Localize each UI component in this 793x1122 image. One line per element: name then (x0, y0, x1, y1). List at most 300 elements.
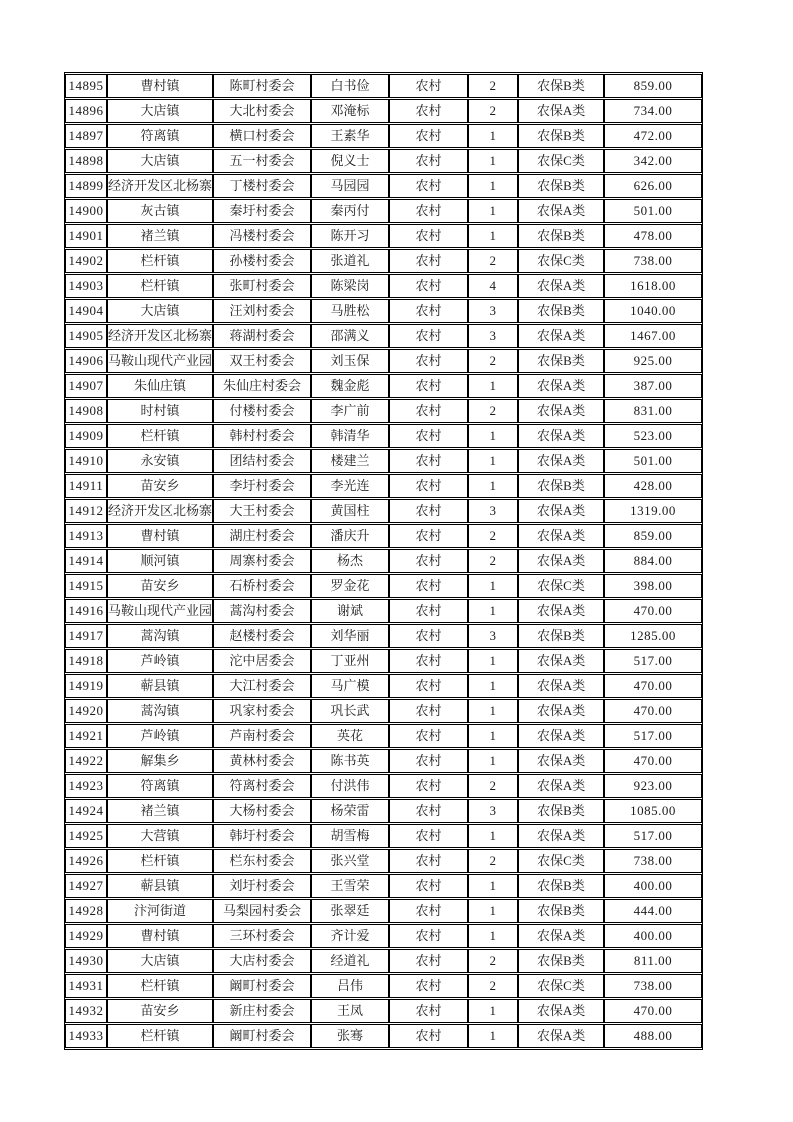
cell-person-name: 杨荣雷 (311, 799, 389, 823)
cell-person-count: 1 (468, 674, 518, 698)
table-row (65, 74, 702, 98)
table-row (65, 749, 702, 773)
cell-person-count: 1 (468, 924, 518, 948)
cell-amount: 1467.00 (604, 324, 702, 348)
cell-village-committee: 大店村委会 (213, 949, 311, 973)
cell-insurance-category: 农保C类 (518, 849, 604, 873)
cell-insurance-category: 农保B类 (518, 74, 604, 98)
cell-insurance-category: 农保A类 (518, 824, 604, 848)
cell-amount: 523.00 (604, 424, 702, 448)
cell-record-id: 14899 (65, 174, 107, 198)
cell-record-id: 14898 (65, 149, 107, 173)
cell-town: 曹村镇 (107, 524, 213, 548)
cell-household-type: 农村 (389, 499, 468, 523)
table-row (65, 899, 702, 923)
cell-household-type: 农村 (389, 799, 468, 823)
table-row (65, 1024, 702, 1048)
table-row (65, 624, 702, 648)
cell-person-name: 胡雪梅 (311, 824, 389, 848)
cell-village-committee: 栏东村委会 (213, 849, 311, 873)
cell-record-id: 14912 (65, 499, 107, 523)
cell-village-committee: 孙楼村委会 (213, 249, 311, 273)
cell-amount: 387.00 (604, 374, 702, 398)
cell-insurance-category: 农保A类 (518, 424, 604, 448)
cell-person-name: 潘庆升 (311, 524, 389, 548)
cell-person-count: 1 (468, 999, 518, 1023)
cell-town: 顺河镇 (107, 549, 213, 573)
cell-amount: 428.00 (604, 474, 702, 498)
cell-village-committee: 大北村委会 (213, 99, 311, 123)
cell-person-count: 2 (468, 849, 518, 873)
cell-household-type: 农村 (389, 949, 468, 973)
cell-insurance-category: 农保B类 (518, 474, 604, 498)
cell-insurance-category: 农保A类 (518, 274, 604, 298)
cell-household-type: 农村 (389, 974, 468, 998)
cell-household-type: 农村 (389, 249, 468, 273)
cell-record-id: 14905 (65, 324, 107, 348)
cell-village-committee: 张町村委会 (213, 274, 311, 298)
cell-person-count: 1 (468, 824, 518, 848)
cell-record-id: 14920 (65, 699, 107, 723)
cell-amount: 398.00 (604, 574, 702, 598)
cell-town: 灰古镇 (107, 199, 213, 223)
cell-town: 芦岭镇 (107, 649, 213, 673)
cell-person-count: 4 (468, 274, 518, 298)
cell-person-name: 吕伟 (311, 974, 389, 998)
cell-amount: 925.00 (604, 349, 702, 373)
cell-village-committee: 大杨村委会 (213, 799, 311, 823)
cell-household-type: 农村 (389, 1024, 468, 1048)
cell-insurance-category: 农保A类 (518, 724, 604, 748)
table-row (65, 974, 702, 998)
cell-household-type: 农村 (389, 424, 468, 448)
cell-village-committee: 蒋湖村委会 (213, 324, 311, 348)
cell-person-count: 1 (468, 649, 518, 673)
cell-record-id: 14895 (65, 74, 107, 98)
cell-town: 永安镇 (107, 449, 213, 473)
cell-village-committee: 付楼村委会 (213, 399, 311, 423)
cell-person-count: 2 (468, 549, 518, 573)
cell-person-count: 2 (468, 974, 518, 998)
cell-person-count: 2 (468, 774, 518, 798)
cell-person-count: 1 (468, 449, 518, 473)
cell-household-type: 农村 (389, 899, 468, 923)
cell-town: 苗安乡 (107, 999, 213, 1023)
cell-insurance-category: 农保A类 (518, 324, 604, 348)
cell-town: 蒿沟镇 (107, 699, 213, 723)
cell-person-name: 丁亚州 (311, 649, 389, 673)
table-row (65, 349, 702, 373)
cell-town: 大店镇 (107, 949, 213, 973)
cell-insurance-category: 农保B类 (518, 624, 604, 648)
cell-village-committee: 陈町村委会 (213, 74, 311, 98)
cell-household-type: 农村 (389, 99, 468, 123)
cell-insurance-category: 农保B类 (518, 949, 604, 973)
cell-record-id: 14925 (65, 824, 107, 848)
cell-person-name: 秦丙付 (311, 199, 389, 223)
cell-record-id: 14897 (65, 124, 107, 148)
cell-amount: 472.00 (604, 124, 702, 148)
cell-amount: 517.00 (604, 724, 702, 748)
cell-person-count: 3 (468, 799, 518, 823)
cell-record-id: 14923 (65, 774, 107, 798)
cell-person-name: 邓淹标 (311, 99, 389, 123)
table-row (65, 149, 702, 173)
cell-town: 经济开发区北杨寨 (107, 499, 213, 523)
cell-town: 蕲县镇 (107, 874, 213, 898)
cell-record-id: 14916 (65, 599, 107, 623)
table-row (65, 699, 702, 723)
cell-person-name: 邵满义 (311, 324, 389, 348)
cell-household-type: 农村 (389, 699, 468, 723)
cell-person-count: 1 (468, 149, 518, 173)
cell-insurance-category: 农保C类 (518, 249, 604, 273)
cell-insurance-category: 农保A类 (518, 649, 604, 673)
cell-village-committee: 大江村委会 (213, 674, 311, 698)
cell-town: 马鞍山现代产业园 (107, 349, 213, 373)
table-row (65, 849, 702, 873)
cell-household-type: 农村 (389, 674, 468, 698)
cell-household-type: 农村 (389, 774, 468, 798)
cell-amount: 831.00 (604, 399, 702, 423)
cell-village-committee: 阚町村委会 (213, 974, 311, 998)
cell-record-id: 14918 (65, 649, 107, 673)
cell-amount: 1319.00 (604, 499, 702, 523)
cell-household-type: 农村 (389, 274, 468, 298)
cell-insurance-category: 农保A类 (518, 549, 604, 573)
cell-person-name: 张兴堂 (311, 849, 389, 873)
cell-town: 经济开发区北杨寨 (107, 174, 213, 198)
cell-record-id: 14919 (65, 674, 107, 698)
cell-person-count: 1 (468, 724, 518, 748)
table-row (65, 574, 702, 598)
cell-village-committee: 刘圩村委会 (213, 874, 311, 898)
cell-amount: 488.00 (604, 1024, 702, 1048)
cell-amount: 1085.00 (604, 799, 702, 823)
cell-village-committee: 团结村委会 (213, 449, 311, 473)
cell-person-name: 付洪伟 (311, 774, 389, 798)
cell-village-committee: 阚町村委会 (213, 1024, 311, 1048)
cell-person-count: 3 (468, 299, 518, 323)
cell-household-type: 农村 (389, 599, 468, 623)
cell-record-id: 14933 (65, 1024, 107, 1048)
cell-insurance-category: 农保A类 (518, 674, 604, 698)
cell-village-committee: 大王村委会 (213, 499, 311, 523)
cell-household-type: 农村 (389, 849, 468, 873)
table-row (65, 874, 702, 898)
cell-household-type: 农村 (389, 324, 468, 348)
cell-household-type: 农村 (389, 624, 468, 648)
cell-person-count: 2 (468, 524, 518, 548)
cell-person-count: 2 (468, 399, 518, 423)
cell-record-id: 14911 (65, 474, 107, 498)
cell-amount: 1285.00 (604, 624, 702, 648)
cell-amount: 859.00 (604, 524, 702, 548)
cell-village-committee: 新庄村委会 (213, 999, 311, 1023)
cell-town: 大店镇 (107, 99, 213, 123)
cell-town: 褚兰镇 (107, 224, 213, 248)
cell-person-count: 3 (468, 324, 518, 348)
cell-record-id: 14908 (65, 399, 107, 423)
table-row (65, 824, 702, 848)
cell-person-count: 1 (468, 424, 518, 448)
cell-insurance-category: 农保B类 (518, 224, 604, 248)
cell-town: 朱仙庄镇 (107, 374, 213, 398)
cell-person-count: 3 (468, 499, 518, 523)
cell-person-count: 1 (468, 599, 518, 623)
table-row (65, 674, 702, 698)
cell-amount: 478.00 (604, 224, 702, 248)
cell-amount: 501.00 (604, 199, 702, 223)
cell-amount: 444.00 (604, 899, 702, 923)
insurance-table (65, 73, 702, 1049)
cell-person-name: 白书俭 (311, 74, 389, 98)
cell-person-name: 马胜松 (311, 299, 389, 323)
cell-person-count: 1 (468, 1024, 518, 1048)
cell-village-committee: 赵楼村委会 (213, 624, 311, 648)
cell-amount: 1618.00 (604, 274, 702, 298)
cell-record-id: 14909 (65, 424, 107, 448)
cell-insurance-category: 农保A类 (518, 924, 604, 948)
cell-person-count: 2 (468, 74, 518, 98)
cell-amount: 517.00 (604, 649, 702, 673)
cell-record-id: 14927 (65, 874, 107, 898)
cell-household-type: 农村 (389, 649, 468, 673)
cell-village-committee: 蒿沟村委会 (213, 599, 311, 623)
table-row (65, 949, 702, 973)
table-row (65, 99, 702, 123)
table-row (65, 474, 702, 498)
cell-person-name: 陈梁岗 (311, 274, 389, 298)
table-row (65, 299, 702, 323)
cell-insurance-category: 农保A类 (518, 399, 604, 423)
cell-village-committee: 韩村村委会 (213, 424, 311, 448)
cell-household-type: 农村 (389, 749, 468, 773)
cell-amount: 626.00 (604, 174, 702, 198)
table-row (65, 274, 702, 298)
table-row (65, 174, 702, 198)
cell-insurance-category: 农保A类 (518, 449, 604, 473)
table-row (65, 724, 702, 748)
cell-person-name: 魏金彪 (311, 374, 389, 398)
cell-household-type: 农村 (389, 724, 468, 748)
cell-record-id: 14906 (65, 349, 107, 373)
table-row (65, 524, 702, 548)
cell-person-name: 齐计爱 (311, 924, 389, 948)
cell-insurance-category: 农保A类 (518, 599, 604, 623)
cell-record-id: 14930 (65, 949, 107, 973)
cell-town: 解集乡 (107, 749, 213, 773)
cell-village-committee: 石桥村委会 (213, 574, 311, 598)
cell-amount: 859.00 (604, 74, 702, 98)
cell-person-name: 英花 (311, 724, 389, 748)
cell-insurance-category: 农保C类 (518, 149, 604, 173)
cell-person-name: 王凤 (311, 999, 389, 1023)
cell-person-name: 楼建兰 (311, 449, 389, 473)
table-row (65, 549, 702, 573)
table-row (65, 799, 702, 823)
cell-village-committee: 五一村委会 (213, 149, 311, 173)
cell-person-count: 2 (468, 949, 518, 973)
cell-village-committee: 马梨园村委会 (213, 899, 311, 923)
table-row (65, 324, 702, 348)
cell-town: 栏杆镇 (107, 274, 213, 298)
cell-amount: 470.00 (604, 699, 702, 723)
cell-town: 曹村镇 (107, 924, 213, 948)
cell-village-committee: 横口村委会 (213, 124, 311, 148)
cell-town: 符离镇 (107, 124, 213, 148)
cell-village-committee: 沱中居委会 (213, 649, 311, 673)
cell-person-name: 陈书英 (311, 749, 389, 773)
cell-household-type: 农村 (389, 149, 468, 173)
cell-record-id: 14921 (65, 724, 107, 748)
cell-amount: 400.00 (604, 924, 702, 948)
cell-record-id: 14929 (65, 924, 107, 948)
cell-town: 栏杆镇 (107, 849, 213, 873)
cell-town: 栏杆镇 (107, 1024, 213, 1048)
cell-person-name: 陈开习 (311, 224, 389, 248)
cell-person-count: 2 (468, 99, 518, 123)
cell-town: 马鞍山现代产业园 (107, 599, 213, 623)
cell-amount: 470.00 (604, 999, 702, 1023)
cell-person-count: 1 (468, 374, 518, 398)
cell-village-committee: 黄林村委会 (213, 749, 311, 773)
table-row (65, 374, 702, 398)
cell-village-committee: 秦圩村委会 (213, 199, 311, 223)
cell-amount: 884.00 (604, 549, 702, 573)
cell-person-count: 1 (468, 574, 518, 598)
cell-village-committee: 双王村委会 (213, 349, 311, 373)
table-outer-border (64, 72, 703, 1050)
cell-village-committee: 三环村委会 (213, 924, 311, 948)
cell-person-count: 2 (468, 349, 518, 373)
cell-town: 大店镇 (107, 149, 213, 173)
table-row (65, 649, 702, 673)
cell-insurance-category: 农保A类 (518, 374, 604, 398)
cell-household-type: 农村 (389, 399, 468, 423)
cell-village-committee: 汪刘村委会 (213, 299, 311, 323)
table-row (65, 224, 702, 248)
cell-household-type: 农村 (389, 349, 468, 373)
cell-town: 栏杆镇 (107, 249, 213, 273)
cell-insurance-category: 农保A类 (518, 999, 604, 1023)
cell-village-committee: 周寨村委会 (213, 549, 311, 573)
cell-person-count: 1 (468, 124, 518, 148)
cell-record-id: 14902 (65, 249, 107, 273)
cell-town: 褚兰镇 (107, 799, 213, 823)
cell-record-id: 14932 (65, 999, 107, 1023)
cell-amount: 923.00 (604, 774, 702, 798)
cell-insurance-category: 农保B类 (518, 799, 604, 823)
cell-person-name: 巩长武 (311, 699, 389, 723)
cell-insurance-category: 农保A类 (518, 699, 604, 723)
cell-amount: 470.00 (604, 599, 702, 623)
cell-town: 栏杆镇 (107, 424, 213, 448)
cell-person-count: 1 (468, 474, 518, 498)
table-row (65, 774, 702, 798)
cell-household-type: 农村 (389, 224, 468, 248)
cell-household-type: 农村 (389, 474, 468, 498)
cell-village-committee: 巩家村委会 (213, 699, 311, 723)
cell-person-count: 1 (468, 874, 518, 898)
cell-record-id: 14901 (65, 224, 107, 248)
cell-town: 时村镇 (107, 399, 213, 423)
cell-person-name: 马广模 (311, 674, 389, 698)
cell-village-committee: 李圩村委会 (213, 474, 311, 498)
table-row (65, 599, 702, 623)
cell-record-id: 14915 (65, 574, 107, 598)
cell-record-id: 14926 (65, 849, 107, 873)
cell-person-count: 1 (468, 749, 518, 773)
cell-household-type: 农村 (389, 874, 468, 898)
cell-household-type: 农村 (389, 824, 468, 848)
cell-amount: 517.00 (604, 824, 702, 848)
cell-person-name: 黄国柱 (311, 499, 389, 523)
cell-person-name: 王素华 (311, 124, 389, 148)
cell-person-name: 韩清华 (311, 424, 389, 448)
cell-amount: 470.00 (604, 674, 702, 698)
cell-record-id: 14904 (65, 299, 107, 323)
cell-village-committee: 芦南村委会 (213, 724, 311, 748)
cell-person-name: 刘玉保 (311, 349, 389, 373)
cell-household-type: 农村 (389, 574, 468, 598)
cell-person-name: 倪义士 (311, 149, 389, 173)
cell-village-committee: 冯楼村委会 (213, 224, 311, 248)
cell-town: 蕲县镇 (107, 674, 213, 698)
cell-person-name: 王雪荣 (311, 874, 389, 898)
cell-household-type: 农村 (389, 999, 468, 1023)
cell-town: 经济开发区北杨寨 (107, 324, 213, 348)
cell-person-count: 3 (468, 624, 518, 648)
cell-insurance-category: 农保A类 (518, 524, 604, 548)
cell-person-name: 李广前 (311, 399, 389, 423)
cell-amount: 734.00 (604, 99, 702, 123)
cell-amount: 811.00 (604, 949, 702, 973)
cell-amount: 470.00 (604, 749, 702, 773)
cell-person-name: 张翠廷 (311, 899, 389, 923)
cell-village-committee: 韩圩村委会 (213, 824, 311, 848)
cell-household-type: 农村 (389, 74, 468, 98)
cell-town: 曹村镇 (107, 74, 213, 98)
cell-town: 芦岭镇 (107, 724, 213, 748)
table-row (65, 449, 702, 473)
cell-record-id: 14928 (65, 899, 107, 923)
cell-household-type: 农村 (389, 374, 468, 398)
cell-household-type: 农村 (389, 449, 468, 473)
cell-village-committee: 符离村委会 (213, 774, 311, 798)
cell-person-name: 谢斌 (311, 599, 389, 623)
cell-person-name: 罗金花 (311, 574, 389, 598)
table-row (65, 924, 702, 948)
cell-person-count: 1 (468, 224, 518, 248)
cell-insurance-category: 农保A类 (518, 749, 604, 773)
cell-record-id: 14922 (65, 749, 107, 773)
cell-household-type: 农村 (389, 299, 468, 323)
cell-record-id: 14917 (65, 624, 107, 648)
cell-person-count: 1 (468, 199, 518, 223)
table-row (65, 499, 702, 523)
cell-record-id: 14896 (65, 99, 107, 123)
cell-insurance-category: 农保B类 (518, 349, 604, 373)
cell-town: 苗安乡 (107, 474, 213, 498)
cell-record-id: 14931 (65, 974, 107, 998)
table-row (65, 249, 702, 273)
cell-record-id: 14913 (65, 524, 107, 548)
cell-village-committee: 丁楼村委会 (213, 174, 311, 198)
cell-record-id: 14910 (65, 449, 107, 473)
cell-amount: 400.00 (604, 874, 702, 898)
cell-person-name: 刘华丽 (311, 624, 389, 648)
